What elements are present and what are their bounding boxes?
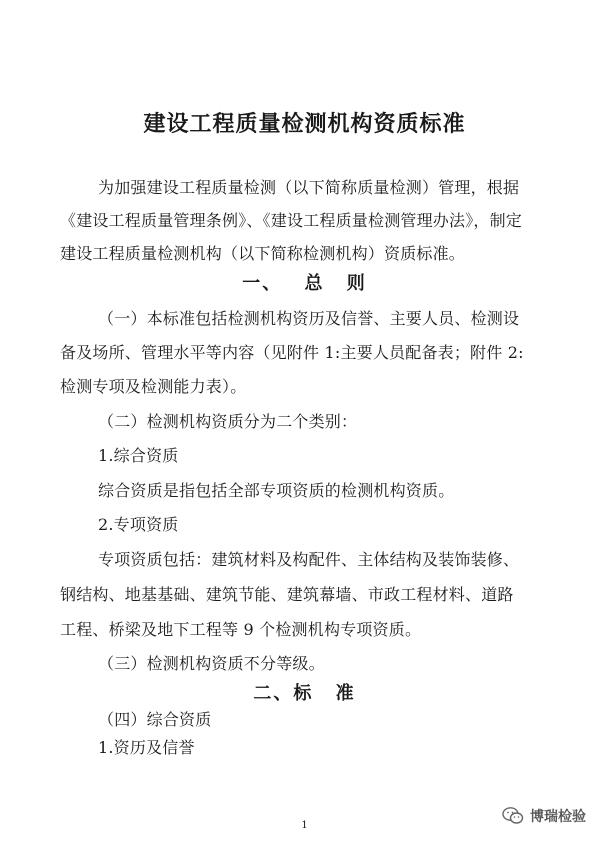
item-1-line-2: 备及场所、管理水平等内容（见附件 1:主要人员配备表；附件 2:: [60, 343, 524, 362]
item-1-line-1: （一）本标准包括检测机构资历及信誉、主要人员、检测设: [98, 309, 520, 328]
intro-line-3: 建设工程质量检测机构（以下简称检测机构）资质标准。: [60, 244, 466, 263]
intro-line-2: 《建设工程质量管理条例》、《建设工程质量检测管理办法》，制定: [60, 211, 523, 230]
sub-1-text: 综合资质是指包括全部专项资质的检测机构资质。: [98, 481, 455, 500]
item-2: （二）检测机构资质分为二个类别：: [98, 412, 358, 431]
sub-2-line-2: 钢结构、地基基础、建筑节能、建筑幕墙、市政工程材料、道路: [60, 585, 514, 604]
sub-2-line-3: 工程、桥梁及地下工程等 9 个检测机构专项资质。: [60, 620, 422, 639]
page-number: 1: [301, 820, 308, 831]
intro-line-1: 为加强建设工程质量检测（以下简称质量检测）管理，根据: [98, 178, 520, 197]
item-4-sub-1: 1.资历及信誉: [98, 738, 195, 757]
item-3: （三）检测机构资质不分等级。: [98, 654, 325, 673]
document-title: 建设工程质量检测机构资质标准: [143, 112, 466, 137]
item-4: （四）综合资质: [98, 710, 212, 729]
sub-2-line-1: 专项资质包括：建筑材料及构配件、主体结构及装饰装修、: [98, 550, 520, 569]
wechat-icon: [502, 806, 524, 826]
watermark-text: 博瑞检验: [530, 809, 586, 825]
section-heading-general: 一、 总 则: [242, 273, 367, 294]
section-heading-standards: 二、标 准: [253, 683, 356, 704]
watermark: [502, 804, 586, 828]
item-1-line-3: 检测专项及检测能力表）。: [60, 377, 247, 396]
sub-2-label: 2.专项资质: [98, 515, 179, 534]
sub-1-label: 1.综合资质: [98, 446, 179, 465]
